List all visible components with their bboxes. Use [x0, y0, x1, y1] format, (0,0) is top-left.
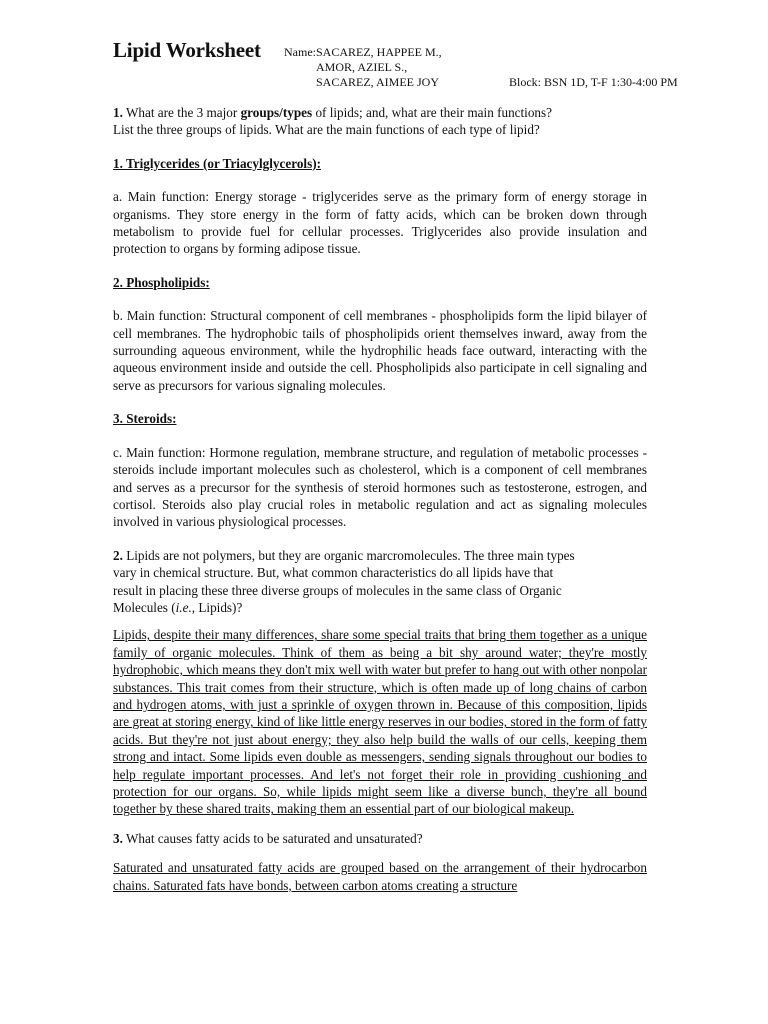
worksheet-header — [113, 38, 678, 94]
answer-3: Saturated and unsaturated fatty acids are grouped based on the arrangement of their hydrocarbon chains. Saturated fats have bonds, between carbon atoms creating a structure — [113, 860, 647, 893]
student-name: SACAREZ, AIMEE JOY — [316, 75, 440, 89]
section-heading-phospholipids: 2. Phospholipids: — [113, 274, 210, 290]
block-schedule: Block: BSN 1D, T-F 1:30-4:00 PM — [509, 75, 678, 89]
answer-2: Lipids, despite their many differences, share some special traits that bring them together as a unique family of organic molecules. Think of them as being a bit shy around water; they're mostly hydrophobic, which means they don't mix well with water but prefer to hang out with other nonpolar substances. This trait comes from their structure, which is often made up of long chains of carbon and hydrogen atoms, with just a sprinkle of oxygen thrown in. Because of this composition, lipids are great at storing energy, kind of like little energy reserves in our bodies, stored in the form of fatty acids. But they're not just about energy; they also help build the walls of our cells, keeping them strong and intact. Some lipids even double as messengers, sending signals throughout our bodies to help regulate important processes. And let's not forget their role in providing cushioning and protection for our organs. So, while lipids might seem like a diverse bunch, they're all bound together by these shared traits, making them an essential part of our biological makeup. — [113, 627, 647, 817]
student-name: AMOR, AZIEL S., — [316, 60, 408, 74]
section-body-steroids: c. Main function: Hormone regulation, membrane structure, and regulation of metabolic processes - steroids include important molecules such as cholesterol, which is a component of cell membranes and serves as a precursor for the synthesis of steroid hormones such as testosterone, estrogen, and cortisol. Steroids also play crucial roles in metabolic regulation and act as signaling molecules involved in various physiological processes. — [113, 444, 647, 530]
student-name: SACAREZ, HAPPEE M., — [316, 45, 442, 59]
question-1: 1. What are the 3 major groups/types of lipids; and, what are their main functions? List the three groups of lipids. What are the main functions of each type of lipid? — [113, 105, 553, 138]
question-3: 3. What causes fatty acids to be saturated and unsaturated? — [113, 830, 423, 846]
section-body-triglycerides: a. Main function: Energy storage - triglycerides serve as the primary form of energy storage in organisms. They store energy in the form of fatty acids, which can be broken down through metabolism to provide fuel for cellular processes. Triglycerides also provide insulation and protection to organs by forming adipose tissue. — [113, 189, 647, 257]
worksheet-body — [113, 104, 647, 894]
section-heading-triglycerides: 1. Triglycerides (or Triacylglycerols): — [113, 155, 322, 171]
worksheet-title: Lipid Worksheet — [113, 38, 261, 62]
student-names — [316, 45, 442, 90]
section-body-phospholipids: b. Main function: Structural component of cell membranes - phospholipids form the lipid bilayer of cell membranes. The hydrophobic tails of phospholipids orient themselves inward, away from the surrounding aqueous environment, while the hydrophilic heads face outward, interacting with the aqueous environment inside and outside the cell. Phospholipids also participate in cell signaling and serve as precursors for various signaling molecules. — [113, 308, 647, 393]
question-2: 2. Lipids are not polymers, but they are organic marcromolecules. The three main types vary in chemical structure. But, what common characteristics do all lipids have that result in placing these three diverse groups of molecules in the same class of Organic Molecules (i.e., Lipids)? — [113, 547, 575, 615]
section-heading-steroids: 3. Steroids: — [113, 411, 177, 427]
name-label: Name: — [284, 45, 316, 59]
